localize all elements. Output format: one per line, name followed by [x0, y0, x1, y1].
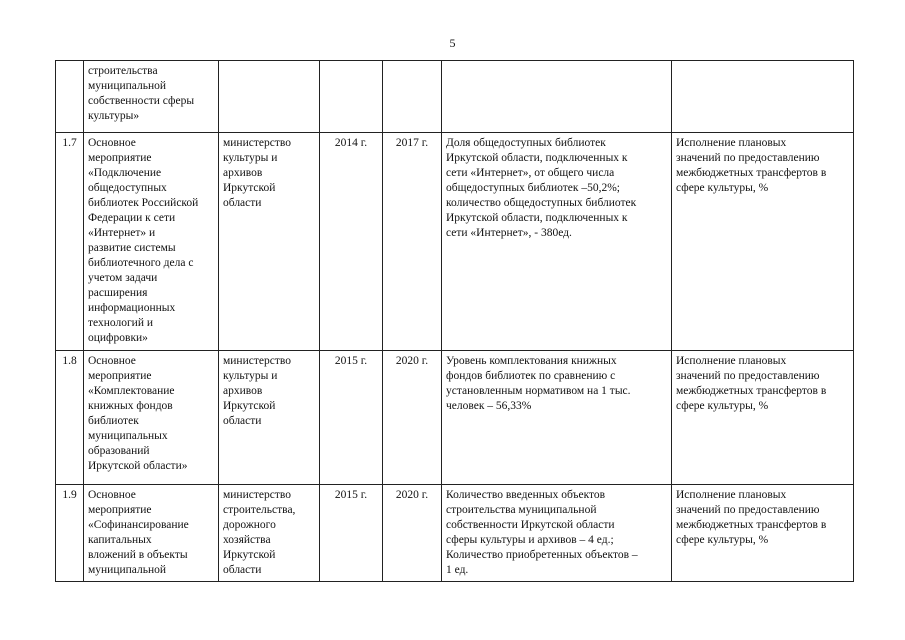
- cell-line: архивов: [223, 385, 263, 397]
- page-number: 5: [449, 36, 456, 50]
- cell-line: установленным нормативом на 1 тыс.: [446, 385, 631, 397]
- row-number-cell-text: 1.8: [62, 355, 77, 367]
- cell-line: значений по предоставлению: [676, 370, 820, 382]
- event-name-cell: [84, 351, 219, 485]
- cell-line: строительства,: [223, 504, 296, 516]
- cell-line: Иркутской: [223, 549, 276, 561]
- cell-line: «Подключение: [88, 167, 162, 179]
- cell-line: муниципальных: [88, 430, 168, 442]
- cell-line: значений по предоставлению: [676, 152, 820, 164]
- start-year-cell: [320, 61, 383, 133]
- cell-line: сфере культуры, %: [676, 400, 769, 412]
- cell-line: библиотечного дела с: [88, 257, 194, 269]
- cell-line: учетом задачи: [88, 272, 158, 284]
- event-name-cell: [84, 133, 219, 351]
- cell-line: области: [223, 415, 262, 427]
- cell-line: Иркутской области»: [88, 460, 188, 472]
- cell-line: расширения: [88, 287, 148, 299]
- row-number-cell: [56, 485, 84, 582]
- cell-line: архивов: [223, 167, 263, 179]
- cell-line: муниципальной: [88, 80, 167, 92]
- cell-line: Основное: [88, 489, 136, 501]
- event-name-cell: [84, 485, 219, 582]
- cell-line: Исполнение плановых: [676, 355, 787, 367]
- cell-line: Уровень комплектования книжных: [446, 355, 617, 367]
- target-indicator-cell: [672, 485, 854, 582]
- cell-line: библиотек Российской: [88, 197, 199, 209]
- table-row: [56, 485, 854, 582]
- cell-line: межбюджетных трансфертов в: [676, 385, 827, 397]
- cell-line: Количество приобретенных объектов –: [446, 549, 638, 561]
- event-name-cell: [84, 61, 219, 133]
- start-year-cell: [320, 133, 383, 351]
- cell-line: Основное: [88, 355, 136, 367]
- table-row: [56, 351, 854, 485]
- cell-line: «Софинансирование: [88, 519, 189, 531]
- cell-line: 1 ед.: [446, 564, 469, 576]
- cell-line: сфере культуры, %: [676, 182, 769, 194]
- indicator-cell: [442, 485, 672, 582]
- cell-line: муниципальной: [88, 564, 167, 576]
- cell-line: образований: [88, 445, 150, 457]
- cell-line: культуры и: [223, 152, 278, 164]
- cell-line: сфере культуры, %: [676, 534, 769, 546]
- cell-line: Исполнение плановых: [676, 137, 787, 149]
- row-number-cell-text: 1.9: [62, 489, 77, 501]
- cell-line: библиотек: [88, 415, 139, 427]
- cell-line: хозяйства: [223, 534, 271, 546]
- cell-line: капитальных: [88, 534, 152, 546]
- start-year-cell-text: 2014 г.: [334, 137, 368, 149]
- cell-line: «Комплектование: [88, 385, 175, 397]
- end-year-cell-text: 2020 г.: [395, 489, 429, 501]
- cell-line: человек – 56,33%: [446, 400, 532, 412]
- end-year-cell: [383, 61, 442, 133]
- cell-line: информационных: [88, 302, 176, 314]
- cell-line: общедоступных: [88, 182, 167, 194]
- end-year-cell: [383, 351, 442, 485]
- cell-line: мероприятие: [88, 152, 152, 164]
- cell-line: количество общедоступных библиотек: [446, 197, 637, 209]
- cell-line: сферы культуры и архивов – 4 ед.;: [446, 534, 614, 546]
- executor-cell: [219, 133, 320, 351]
- cell-line: министерство: [223, 137, 291, 149]
- cell-line: книжных фондов: [88, 400, 173, 412]
- cell-line: технологий и: [88, 317, 154, 329]
- cell-line: Иркутской области, подключенных к: [446, 152, 628, 164]
- cell-line: вложений в объекты: [88, 549, 188, 561]
- cell-line: Иркутской: [223, 182, 276, 194]
- cell-line: Иркутской: [223, 400, 276, 412]
- target-indicator-cell: [672, 351, 854, 485]
- end-year-cell: [383, 133, 442, 351]
- cell-line: мероприятие: [88, 504, 152, 516]
- cell-line: строительства муниципальной: [446, 504, 597, 516]
- cell-line: фондов библиотек по сравнению с: [446, 370, 616, 382]
- cell-line: области: [223, 564, 262, 576]
- end-year-cell-text: 2020 г.: [395, 355, 429, 367]
- executor-cell: [219, 351, 320, 485]
- start-year-cell: [320, 485, 383, 582]
- target-indicator-cell: [672, 133, 854, 351]
- cell-line: министерство: [223, 489, 291, 501]
- table-body: [56, 61, 854, 582]
- cell-line: межбюджетных трансфертов в: [676, 519, 827, 531]
- start-year-cell-text: 2015 г.: [334, 355, 368, 367]
- end-year-cell: [383, 485, 442, 582]
- indicator-cell: [442, 351, 672, 485]
- row-number-cell: [56, 133, 84, 351]
- cell-line: сети «Интернет», от общего числа: [446, 167, 615, 179]
- executor-cell: [219, 61, 320, 133]
- cell-line: сети «Интернет», - 380ед.: [446, 227, 572, 239]
- cell-line: оцифровки»: [88, 332, 148, 344]
- cell-line: министерство: [223, 355, 291, 367]
- row-number-cell-text: 1.7: [62, 137, 77, 149]
- cell-line: культуры»: [88, 110, 140, 122]
- row-number-cell: [56, 351, 84, 485]
- cell-line: строительства: [88, 65, 158, 77]
- cell-line: Количество введенных объектов: [446, 489, 606, 501]
- cell-line: дорожного: [223, 519, 276, 531]
- cell-line: Исполнение плановых: [676, 489, 787, 501]
- row-number-cell: [56, 61, 84, 133]
- cell-line: Доля общедоступных библиотек: [446, 137, 606, 149]
- indicator-cell: [442, 61, 672, 133]
- table-row: [56, 61, 854, 133]
- end-year-cell-text: 2017 г.: [395, 137, 429, 149]
- cell-line: развитие системы: [88, 242, 176, 254]
- cell-line: собственности сферы: [88, 95, 195, 107]
- cell-line: Федерации к сети: [88, 212, 176, 224]
- cell-line: Иркутской области, подключенных к: [446, 212, 628, 224]
- cell-line: собственности Иркутской области: [446, 519, 615, 531]
- cell-line: межбюджетных трансфертов в: [676, 167, 827, 179]
- cell-line: области: [223, 197, 262, 209]
- executor-cell: [219, 485, 320, 582]
- table-row: [56, 133, 854, 351]
- target-indicator-cell: [672, 61, 854, 133]
- cell-line: Основное: [88, 137, 136, 149]
- indicator-cell: [442, 133, 672, 351]
- start-year-cell: [320, 351, 383, 485]
- cell-line: значений по предоставлению: [676, 504, 820, 516]
- cell-line: культуры и: [223, 370, 278, 382]
- cell-line: общедоступных библиотек –50,2%;: [446, 182, 620, 194]
- start-year-cell-text: 2015 г.: [334, 489, 368, 501]
- program-events-table: [55, 60, 854, 582]
- cell-line: «Интернет» и: [88, 227, 156, 239]
- cell-line: мероприятие: [88, 370, 152, 382]
